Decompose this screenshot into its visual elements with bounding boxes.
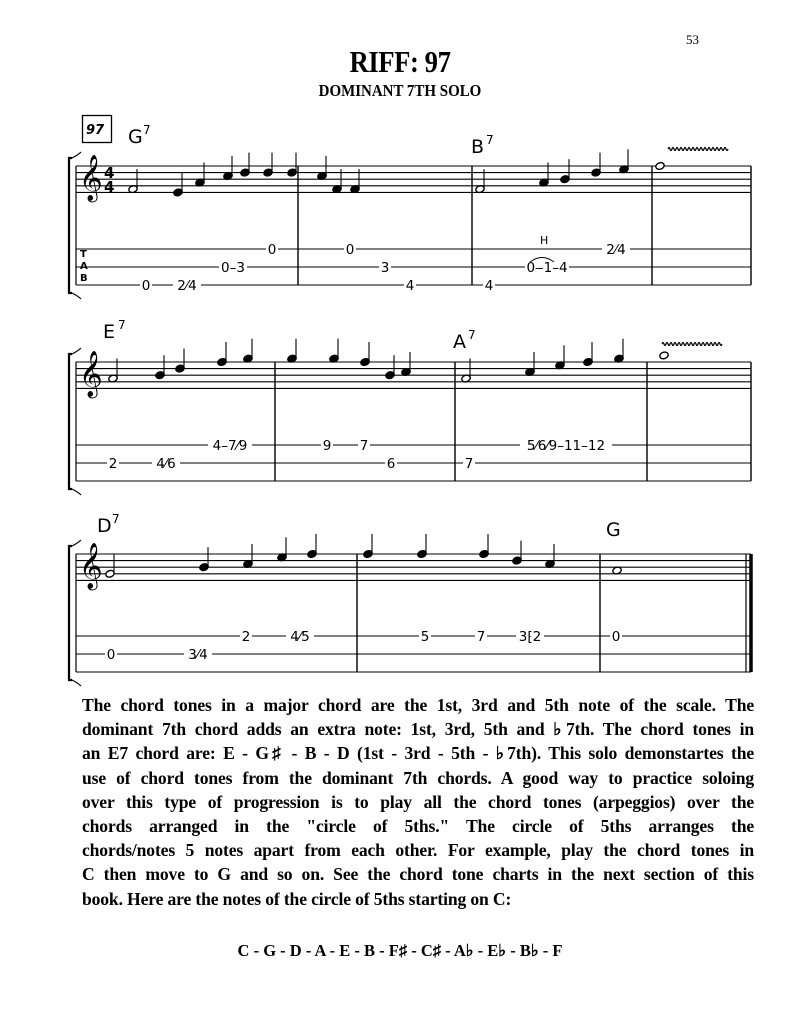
staff — [76, 554, 751, 580]
paragraph-line: use of chord tones from the dominant 7th chords. A good way to practice soloing — [82, 767, 754, 788]
tab-fret-number: 2 — [241, 629, 251, 645]
system-bracket — [69, 546, 72, 680]
tab-fret-number: 0 — [267, 242, 277, 258]
paragraph-line: dominant 7th chord adds an extra note: 1st, 3rd, 5th and ♭7th. The chord tones in — [82, 719, 754, 740]
tab-fret-number: 3 — [380, 260, 390, 276]
tab-fret-number: 3⁄4 — [188, 647, 208, 663]
chord-symbol-extension: 7 — [468, 328, 476, 342]
notehead — [655, 162, 665, 171]
riff-number-box — [83, 116, 112, 143]
tab-fret-number: 0–3 — [221, 260, 245, 276]
page-title: RIFF: 97 — [349, 44, 451, 79]
riff-number: 97 — [86, 123, 105, 138]
paragraph-line: chords arranged in the "circle of 5ths." The circle of 5ths arranges the — [82, 816, 754, 837]
chord-symbol-extension: 7 — [486, 133, 494, 147]
tab-fret-number: 0 — [345, 242, 355, 258]
treble-clef-icon: 𝄞 — [79, 351, 103, 397]
paragraph-line: chords/notes 5 notes apart from each other. For example, play the chord tones in — [82, 840, 754, 861]
vibrato-icon — [668, 148, 728, 151]
tab-fret-number: 4 — [405, 278, 415, 294]
tab-fret-number: 0 — [141, 278, 151, 294]
paragraph-line: over this type of progression is to play all the chord tones (arpeggios) over the — [82, 791, 754, 812]
chord-symbol-extension: 7 — [143, 123, 151, 137]
tab-fret-number: 2 — [108, 456, 118, 472]
treble-clef-icon: 𝄞 — [79, 155, 103, 201]
tab-fret-number: 4⁄5 — [290, 629, 310, 645]
tab-fret-number: 0 — [106, 647, 116, 663]
tab-fret-number: 5 — [420, 629, 430, 645]
tab-fret-number: 9 — [322, 438, 332, 454]
chord-symbol: E — [103, 321, 116, 343]
systems — [69, 123, 751, 686]
tab-fret-number: 4⁄6 — [156, 456, 176, 472]
chord-symbol: G — [128, 126, 143, 148]
chord-symbol-extension: 7 — [118, 318, 126, 332]
notehead — [659, 351, 669, 360]
staff — [76, 166, 751, 192]
tab-staff — [76, 636, 751, 672]
tab-fret-number: 0‒1–4 — [526, 260, 568, 276]
time-signature-top: 4 — [104, 164, 115, 182]
tab-fret-number: 7 — [359, 438, 369, 454]
svg-text:B: B — [80, 273, 88, 284]
system-2 — [69, 318, 751, 495]
tab-fret-number: 7 — [464, 456, 474, 472]
system-1 — [69, 123, 751, 299]
system-bracket — [69, 354, 72, 489]
paragraph-line: The chord tones in a major chord are the 1st, 3rd and 5th note of the scale. The — [82, 695, 754, 715]
tab-fret-number: 0 — [611, 629, 621, 645]
explanation-paragraph — [82, 693, 754, 911]
paragraph-line: book. Here are the notes of the circle of 5ths starting on C: — [82, 888, 512, 909]
paragraph-line: an E7 chord are: E - G♯ - B - D (1st - 3rd - 5th - ♭7th). This solo demonstartes the — [82, 743, 754, 764]
page-number: 53 — [686, 32, 699, 47]
page-subtitle: DOMINANT 7TH SOLO — [318, 81, 482, 100]
chord-symbol-extension: 7 — [112, 512, 120, 526]
tab-label — [80, 249, 88, 284]
circle-of-fifths-notes: C - G - D - A - E - B - F♯ - C♯ - A♭ - E♭ - B♭ - F — [237, 941, 563, 960]
chord-symbol: A — [453, 331, 466, 353]
treble-clef-icon: 𝄞 — [79, 543, 103, 589]
chord-symbol: D — [97, 515, 112, 537]
svg-text:T: T — [80, 249, 87, 260]
tab-fret-number: 7 — [476, 629, 486, 645]
svg-text:A: A — [80, 261, 88, 272]
notation-notes — [108, 339, 669, 383]
tab-fret-number: 3⁅2 — [518, 629, 542, 645]
hammer-on-label: H — [540, 234, 549, 247]
vibrato-icon — [662, 343, 722, 346]
chord-symbol: G — [606, 519, 621, 541]
system-3 — [69, 512, 751, 686]
tab-fret-number: 6 — [386, 456, 396, 472]
paragraph-line: C then move to G and so on. See the chord tone charts in the next section of this — [82, 864, 754, 885]
tab-fret-number: 4 — [484, 278, 494, 294]
time-signature-bottom: 4 — [104, 178, 115, 196]
chord-symbol: B — [471, 136, 485, 158]
tab-fret-number: 4–7⁄9 — [212, 438, 248, 454]
system-bracket — [69, 158, 72, 293]
tab-fret-number: 5⁄6⁄9–11–12 — [526, 438, 606, 454]
notation-notes — [105, 534, 622, 578]
tab-fret-number: 2⁄4 — [606, 242, 626, 258]
tab-fret-number: 2⁄4 — [177, 278, 197, 294]
